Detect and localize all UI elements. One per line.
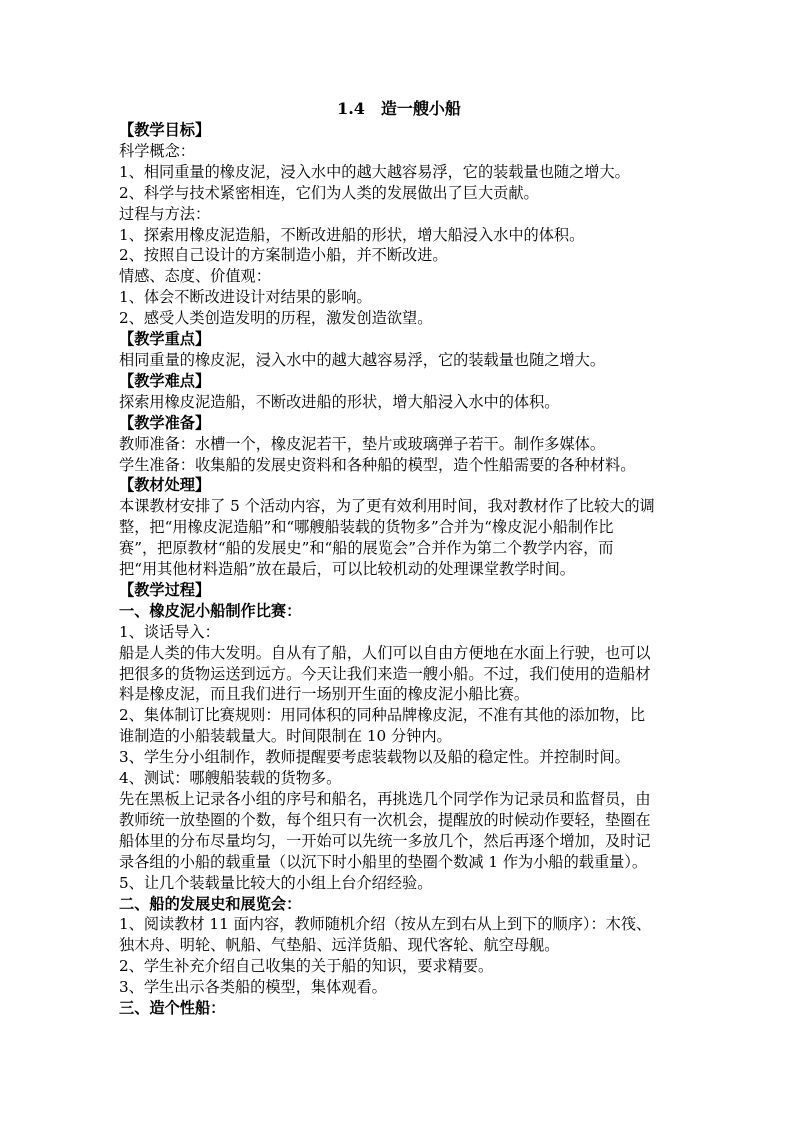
text-line: 把很多的货物运送到远方。今天让我们来造一艘小船。不过，我们使用的造船材	[119, 664, 651, 683]
text-line: 赛”，把原教材“船的发展史”和“船的展览会”合并作为第二个教学内容，而	[119, 539, 614, 558]
text-line: 情感、态度、价值观：	[119, 267, 271, 286]
text-line: 过程与方法：	[119, 204, 211, 223]
text-line: 2、科学与技术紧密相连，它们为人类的发展做出了巨大贡献。	[119, 183, 539, 202]
text-line: 2、按照自己设计的方案制造小船，并不断改进。	[119, 246, 448, 265]
text-line: 教师统一放垫圈的个数，每个组只有一次机会，提醒放的时候动作要轻，垫圈在	[119, 810, 651, 829]
text-line: 船体里的分布尽量均匀，一开始可以先统一多放几个，然后再逐个增加，及时记	[119, 831, 651, 850]
text-line: 2、感受人类创造发明的历程，激发创造欲望。	[119, 309, 433, 328]
text-line: 本课教材安排了 5 个活动内容，为了更有效利用时间，我对教材作了比较大的调	[119, 497, 655, 516]
text-line: 5、让几个装载量比较大的小组上台介绍经验。	[119, 873, 433, 892]
document-title: 1.4 造一艘小船	[337, 99, 461, 118]
text-line: 2、学生补充介绍自己收集的关于船的知识，要求精要。	[119, 957, 494, 976]
text-line: 1、阅读教材 11 面内容，教师随机介绍（按从左到右从上到下的顺序）：木筏、	[119, 915, 652, 934]
document-page	[119, 98, 679, 1019]
section-heading: 三、造个性船：	[119, 999, 226, 1018]
section-heading: 【教学目标】	[119, 121, 211, 139]
text-line: 1、相同重量的橡皮泥，浸入水中的越大越容易浮，它的装载量也随之增大。	[119, 162, 630, 181]
text-line: 科学概念：	[119, 141, 195, 160]
text-line: 录各组的小船的载重量（以沉下时小船里的垫圈个数减 1 作为小船的载重量）。	[119, 852, 648, 871]
text-line: 先在黑板上记录各小组的序号和船名，再挑选几个同学作为记录员和监督员，由	[119, 790, 651, 808]
section-heading: 【教学重点】	[119, 330, 211, 349]
section-heading: 【教材处理】	[119, 476, 211, 495]
text-line: 教师准备：水槽一个，橡皮泥若干，垫片或玻璃弹子若干。制作多媒体。	[119, 434, 605, 453]
text-line: 独木舟、明轮、帆船、气垫船、远洋货船、现代客轮、航空母舰。	[119, 936, 560, 955]
document-body	[119, 120, 679, 1019]
section-heading: 【教学过程】	[119, 580, 211, 599]
text-line: 1、体会不断改进设计对结果的影响。	[119, 288, 372, 307]
section-heading: 【教学难点】	[119, 371, 211, 390]
section-heading: 一、橡皮泥小船制作比赛：	[119, 601, 302, 620]
text-line: 把“用其他材料造船”放在最后，可以比较机动的处理课堂教学时间。	[119, 560, 575, 579]
text-line: 整，把“用橡皮泥造船”和“哪艘船装载的货物多”合并为“橡皮泥小船制作比	[119, 518, 614, 537]
text-line: 1、谈话导入：	[119, 622, 220, 641]
text-line: 探索用橡皮泥造船，不断改进船的形状，增大船浸入水中的体积。	[119, 392, 560, 411]
section-heading: 二、船的发展史和展览会：	[119, 894, 302, 913]
text-line: 谁制造的小船装载量大。时间限制在 10 分钟内。	[119, 727, 452, 746]
text-line: 3、学生出示各类船的模型，集体观看。	[119, 978, 387, 997]
text-line: 学生准备：收集船的发展史资料和各种船的模型，造个性船需要的各种材料。	[119, 455, 636, 474]
text-line: 料是橡皮泥，而且我们进行一场别开生面的橡皮泥小船比赛。	[119, 685, 530, 704]
text-line: 2、集体制订比赛规则：用同体积的同种品牌橡皮泥，不准有其他的添加物，比	[119, 706, 646, 725]
text-line: 相同重量的橡皮泥，浸入水中的越大越容易浮，它的装载量也随之增大。	[119, 350, 605, 369]
text-line: 4、测试：哪艘船装载的货物多。	[119, 769, 342, 788]
text-line: 船是人类的伟大发明。自从有了船，人们可以自由方便地在水面上行驶，也可以	[119, 643, 651, 662]
section-heading: 【教学准备】	[119, 413, 211, 432]
text-line: 1、探索用橡皮泥造船，不断改进船的形状，增大船浸入水中的体积。	[119, 225, 585, 244]
text-line: 3、学生分小组制作，教师提醒要考虑装载物以及船的稳定性。并控制时间。	[119, 748, 630, 767]
